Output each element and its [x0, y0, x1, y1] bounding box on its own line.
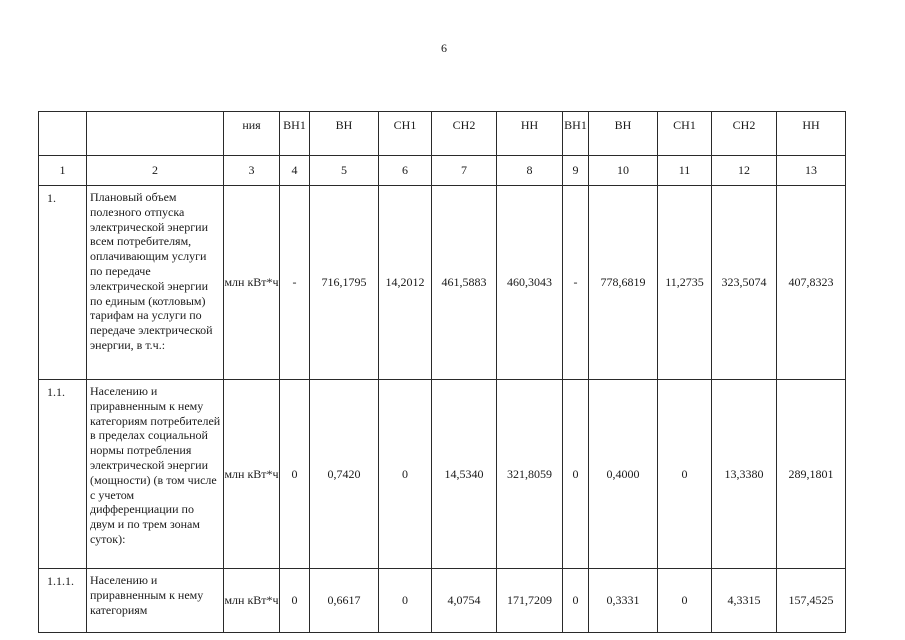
index-cell: 6 — [379, 156, 432, 186]
index-cell: 11 — [658, 156, 712, 186]
index-cell: 5 — [310, 156, 379, 186]
row-description: Плановый объем полезного отпуска электрической энергии всем потребителям, оплачивающим услуги по передаче электрической энергии по единым (котловым) тарифам на услуги по передаче электрической энергии, в т.ч.: — [87, 186, 224, 380]
value-cell: 13,3380 — [712, 380, 777, 569]
row-description: Населению и приравненным к нему категориям — [87, 569, 224, 633]
value-cell: 0,3331 — [589, 569, 658, 633]
unit-cell: млн кВт*ч — [224, 186, 280, 380]
header-cell: ВН — [589, 112, 658, 156]
row-description: Населению и приравненным к нему категориям потребителей в пределах социальной нормы потребления электрической энергии (мощности) (в том числе с учетом дифференциации по двум и по трем зонам суток): — [87, 380, 224, 569]
value-cell: 0 — [280, 569, 310, 633]
header-cell — [39, 112, 87, 156]
column-index-row — [39, 156, 846, 186]
index-cell: 9 — [563, 156, 589, 186]
value-cell: 171,7209 — [497, 569, 563, 633]
index-cell: 10 — [589, 156, 658, 186]
value-cell: 778,6819 — [589, 186, 658, 380]
index-cell: 7 — [432, 156, 497, 186]
unit-cell: млн кВт*ч — [224, 380, 280, 569]
header-cell: ВН1 — [280, 112, 310, 156]
value-cell: - — [280, 186, 310, 380]
header-cell: ния — [224, 112, 280, 156]
value-cell: 323,5074 — [712, 186, 777, 380]
index-cell: 3 — [224, 156, 280, 186]
table-row — [39, 186, 846, 380]
value-cell: 289,1801 — [777, 380, 846, 569]
value-cell: 407,8323 — [777, 186, 846, 380]
index-cell: 12 — [712, 156, 777, 186]
value-cell: 14,2012 — [379, 186, 432, 380]
value-cell: 0,6617 — [310, 569, 379, 633]
value-cell: 0 — [658, 380, 712, 569]
value-cell: 4,0754 — [432, 569, 497, 633]
index-cell: 2 — [87, 156, 224, 186]
header-cell: СН2 — [712, 112, 777, 156]
value-cell: 0 — [379, 380, 432, 569]
tariff-table — [38, 111, 846, 633]
index-cell: 4 — [280, 156, 310, 186]
value-cell: 11,2735 — [658, 186, 712, 380]
row-number: 1.1.1. — [39, 569, 87, 633]
value-cell: 321,8059 — [497, 380, 563, 569]
row-number: 1. — [39, 186, 87, 380]
table-row — [39, 380, 846, 569]
value-cell: 716,1795 — [310, 186, 379, 380]
value-cell: 0 — [658, 569, 712, 633]
header-cell: СН1 — [658, 112, 712, 156]
value-cell: 0 — [379, 569, 432, 633]
index-cell: 1 — [39, 156, 87, 186]
value-cell: 157,4525 — [777, 569, 846, 633]
index-cell: 8 — [497, 156, 563, 186]
value-cell: 0 — [563, 569, 589, 633]
value-cell: 0,7420 — [310, 380, 379, 569]
value-cell: 0 — [563, 380, 589, 569]
header-cell: ВН1 — [563, 112, 589, 156]
index-cell: 13 — [777, 156, 846, 186]
value-cell: 461,5883 — [432, 186, 497, 380]
table-row — [39, 569, 846, 633]
header-cell: НН — [777, 112, 846, 156]
value-cell: 0,4000 — [589, 380, 658, 569]
value-cell: - — [563, 186, 589, 380]
header-cell: СН2 — [432, 112, 497, 156]
header-cell — [87, 112, 224, 156]
page-number: 6 — [441, 41, 447, 55]
value-cell: 460,3043 — [497, 186, 563, 380]
value-cell: 4,3315 — [712, 569, 777, 633]
header-row — [39, 112, 846, 156]
header-cell: НН — [497, 112, 563, 156]
row-number: 1.1. — [39, 380, 87, 569]
header-cell: ВН — [310, 112, 379, 156]
unit-cell: млн кВт*ч — [224, 569, 280, 633]
value-cell: 0 — [280, 380, 310, 569]
header-cell: СН1 — [379, 112, 432, 156]
value-cell: 14,5340 — [432, 380, 497, 569]
